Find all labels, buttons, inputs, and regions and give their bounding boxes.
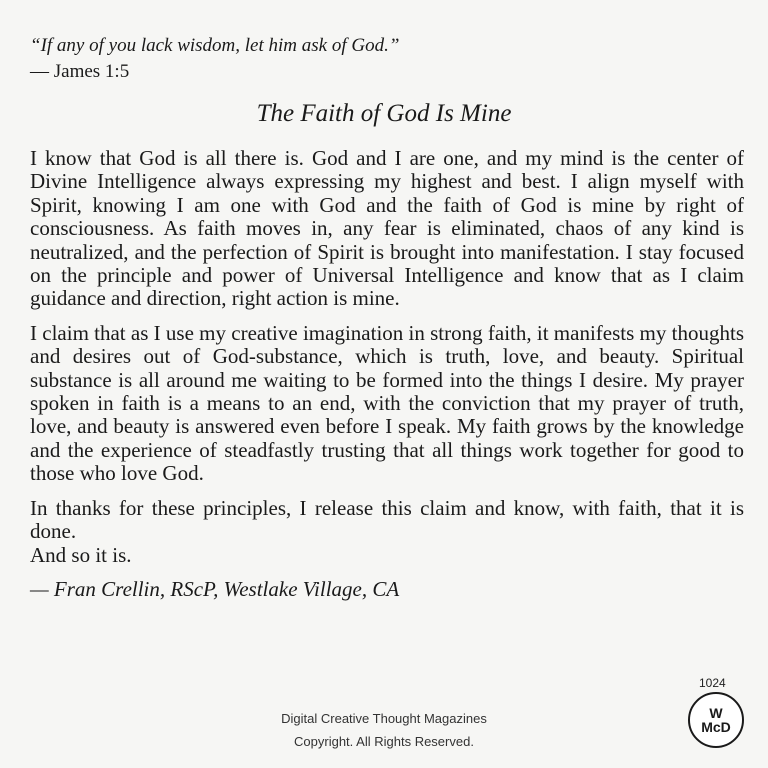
logo-bottom-text: McD <box>701 718 731 735</box>
scripture-quote: “If any of you lack wisdom, let him ask of God.” <box>30 35 400 56</box>
paragraph-2: I claim that as I use my creative imagination in strong faith, it manifests my thoughts and desires out of God-substance, which is truth, love, and beauty. Spiritual substance is all around me waiting to be formed into the things I desire. My prayer spoken in faith is a means to an end, with the conviction that my prayer of truth, love, and beauty is answered even before I speak. My faith grows by the knowledge and the experience of steadfastly trusting that all things work together for good to those who love God. <box>30 320 744 486</box>
scripture-reference: — James 1:5 <box>30 61 130 82</box>
paragraph-3: In thanks for these principles, I release this claim and know, with faith, that it is done. <box>30 495 744 544</box>
paragraph-1: I know that God is all there is. God and I are one, and my mind is the center of Divine Intelligence always expressing my highest and best. I align myself with Spirit, knowing I am one with God and the faith of God is mine by right of consciousness. As faith moves in, any fear is eliminated, chaos of any kind is neutralized, and the perfection of Spirit is brought into manifestation. I stay focused on the principle and power of Universal Intelligence and know that as I claim guidance and direction, right action is mine. <box>30 146 744 311</box>
logo-top-text: W <box>709 704 723 721</box>
closing-line: And so it is. <box>30 542 132 567</box>
footer-publisher: Digital Creative Thought Magazines <box>281 711 487 726</box>
issue-number: 1024 <box>699 676 726 690</box>
page-title: The Faith of God Is Mine <box>256 100 512 127</box>
author-signature: — Fran Crellin, RScP, Westlake Village, CA <box>30 576 400 601</box>
footer-copyright: Copyright. All Rights Reserved. <box>294 734 474 749</box>
body-text <box>30 147 744 612</box>
